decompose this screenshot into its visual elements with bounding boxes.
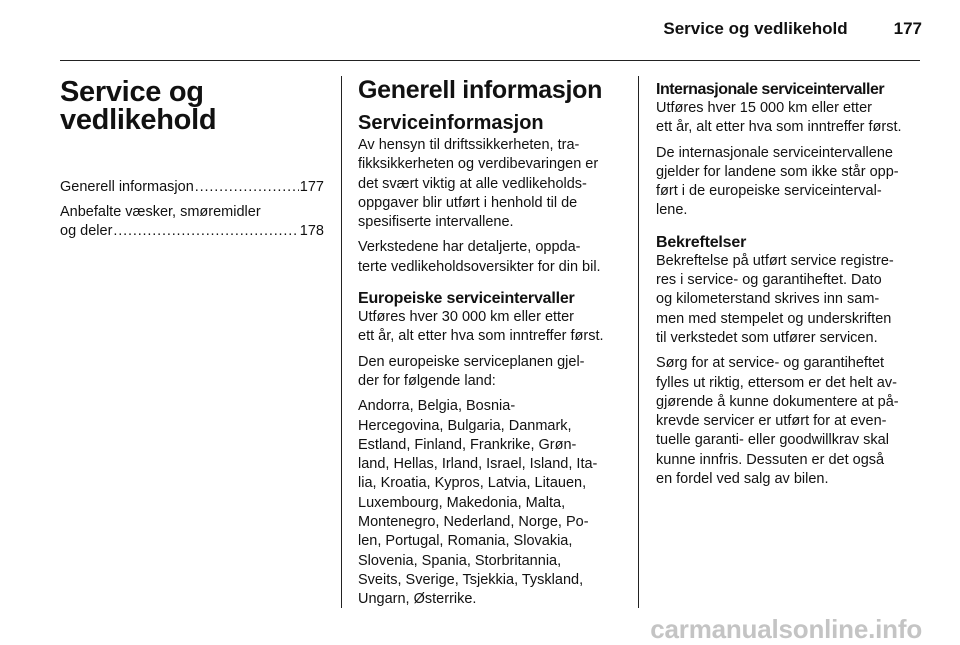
middle-column [358,76,624,616]
paragraph-garantihefte: Sørg for at service- og garantiheftet fylles ut riktig, ettersom er det helt av- gjørende å kunne dokumentere at på- krevde servicer er utført for at even- tuelle garanti- eller goodwillkrav skal kunne innfris. Dessuten er det også en fordel ved salg av bilen. [656,355,899,488]
chapter-toc [60,178,324,241]
toc-entry-label-line2: og deler [60,223,113,239]
toc-entry-label: Generell informasjon [60,179,194,195]
site-watermark: carmanualsonline.info [650,614,922,644]
paragraph-internasjonale-land: De internasjonale serviceintervallene gjelder for landene som ikke står opp- ført i de europeiske serviceinterval- lene. [656,144,899,219]
column-divider-2 [638,76,639,608]
header-rule [60,60,920,61]
paragraph-verkstedene: Verkstedene har detaljerte, oppda- terte vedlikeholdsoversikter for din bil. [358,239,601,275]
toc-entry-page: 177 [299,179,324,195]
paragraph-bekreftelse: Bekreftelse på utført service registre- res i service- og garantiheftet. Dato og kilometerstand skrives inn sam- men med stempelet og underskriften til verkstedet som utfører servicen. [656,252,894,346]
paragraph-europeisk-serviceplan: Den europeiske serviceplanen gjel- der for følgende land: [358,353,585,389]
heading-europeiske-serviceintervaller: Europeiske serviceintervaller [358,290,575,308]
toc-leader-dots [195,178,299,197]
paragraph-internasjonalt-intervall: Utføres hver 15 000 km eller etter ett år, alt etter hva som inntreffer først. [656,100,902,136]
subheading-serviceinformasjon: Serviceinformasjon [358,112,544,134]
paragraph-land-liste: Andorra, Belgia, Bosnia- Hercegovina, Bulgaria, Danmark, Estland, Finland, Frankrike, Grøn- land, Hellas, Irland, Israel, Island, Ita- lia, Kroatia, Kypros, Latvia, Litauen, Luxembourg, Makedonia, Malta, Montenegro, Nederland, Norge, Po- len, Portugal, Romania, Slovakia, Slovenia, Spania, Storbritannia, Sveits, Sverige, Tsjekkia, Tyskland, Ungarn, Østerrike. [358,398,598,608]
heading-bekreftelser: Bekreftelser [656,233,747,251]
heading-internasjonale-serviceintervaller: Internasjonale serviceintervaller [656,81,885,98]
toc-entry-label-line1: Anbefalte væsker, smøremidler [60,204,261,220]
paragraph-driftssikkerhet: Av hensyn til driftssikkerheten, tra- fikksikkerheten og verdibevaringen er det svært viktig at alle vedlikeholds- oppgaver blir utført i henhold til de spesifiserte intervallene. [358,137,599,231]
chapter-title: Service og vedlikehold [60,76,217,136]
toc-entry-generell-informasjon[interactable] [60,178,324,197]
section-heading-generell-informasjon: Generell informasjon [358,76,603,104]
chapter-column [60,76,324,247]
right-column [656,76,922,495]
toc-entry-page: 178 [299,223,324,239]
paragraph-europeisk-intervall: Utføres hver 30 000 km eller etter ett år, alt etter hva som inntreffer først. [358,309,604,345]
column-divider-1 [341,76,342,608]
toc-leader-dots [113,222,298,241]
page-number: 177 [893,19,922,38]
running-header [663,19,922,39]
toc-entry-anbefalte-vaesker[interactable] [60,203,324,241]
header-title: Service og vedlikehold [663,19,848,38]
